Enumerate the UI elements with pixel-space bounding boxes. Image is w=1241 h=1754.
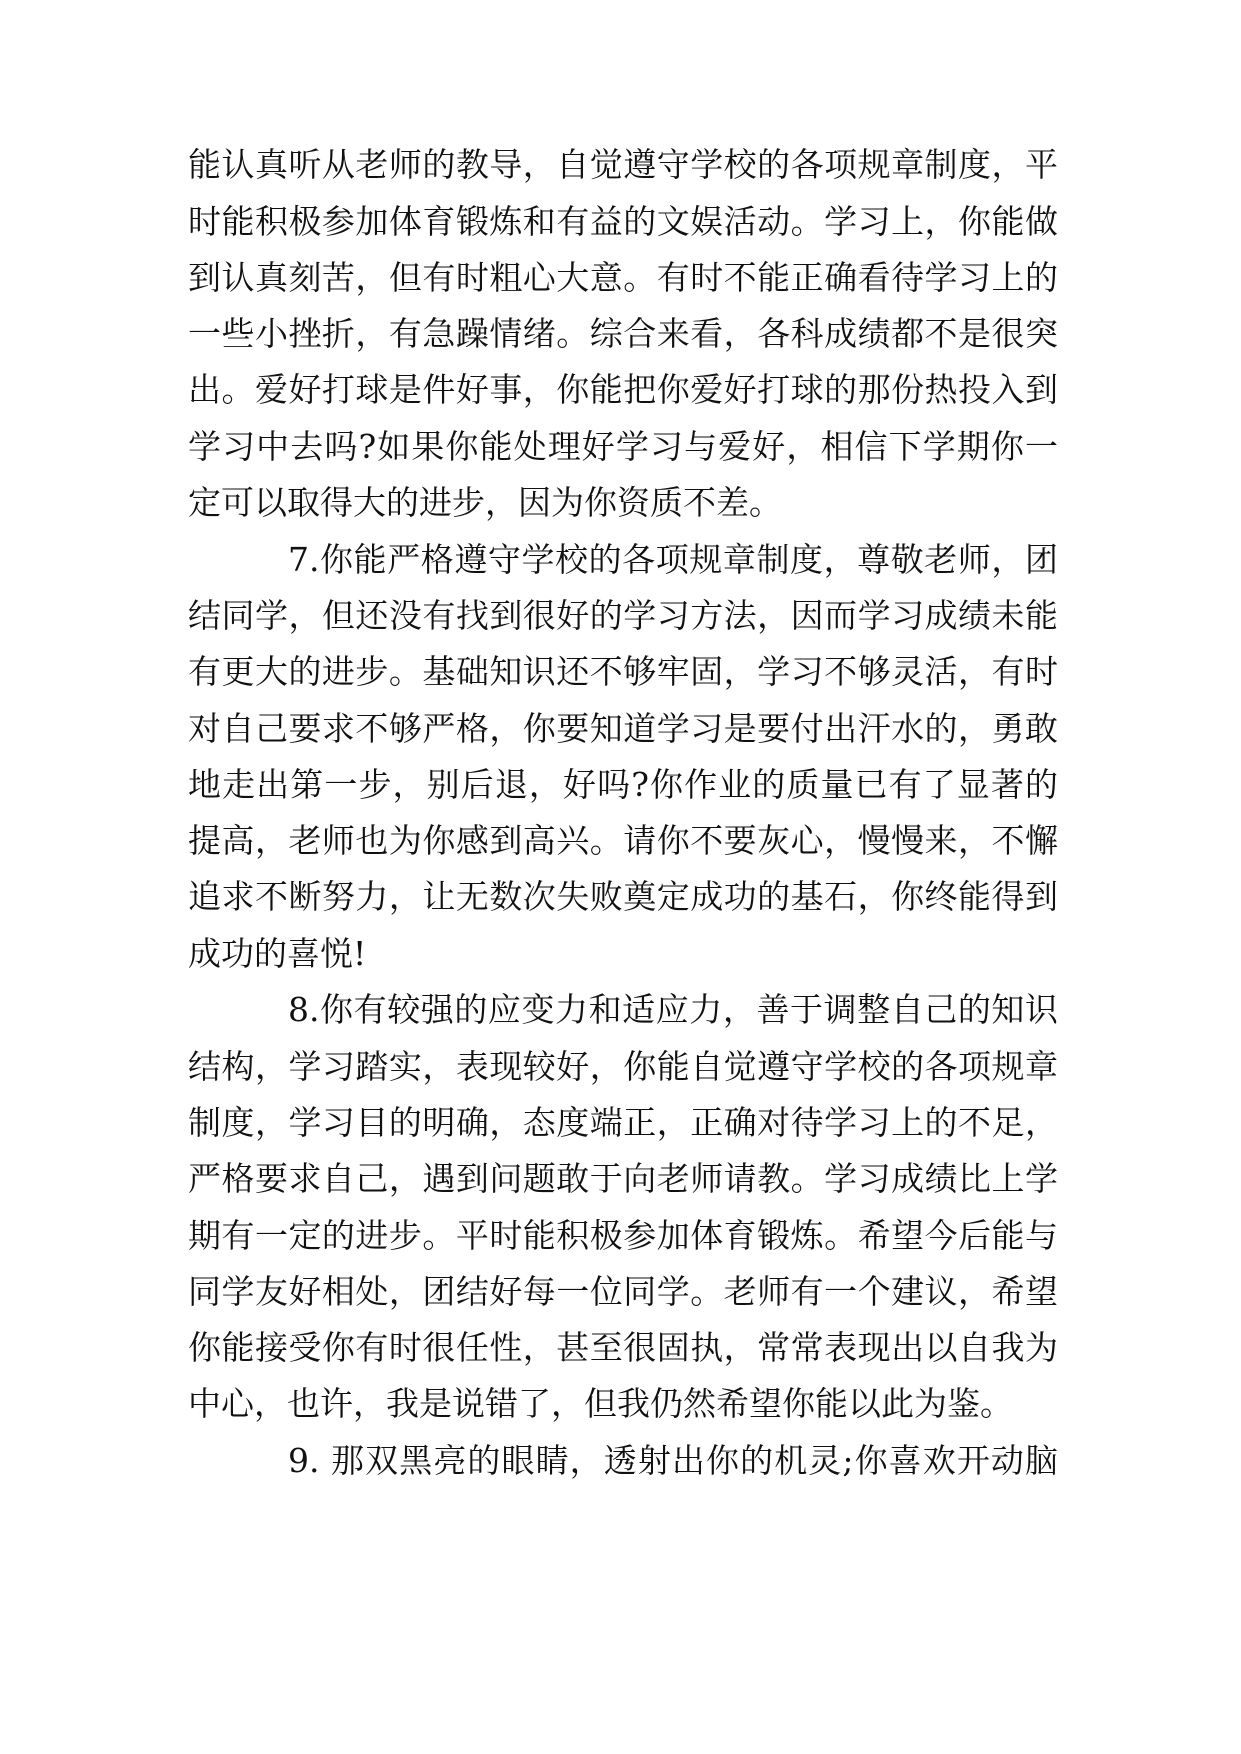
text-line: 结同学，但还没有找到很好的学习方法，因而学习成绩未能 <box>188 596 1058 635</box>
text-line: 追求不断努力，让无数次失败奠定成功的基石，你终能得到 <box>188 877 1058 916</box>
text-line: 8.你有较强的应变力和适应力，善于调整自己的知识 <box>288 990 1058 1029</box>
text-line: 有更大的进步。基础知识还不够牢固，学习不够灵活，有时 <box>188 652 1058 691</box>
text-line: 期有一定的进步。平时能积极参加体育锻炼。希望今后能与 <box>188 1216 1058 1255</box>
text-line: 提高，老师也为你感到高兴。请你不要灰心，慢慢来，不懈 <box>188 821 1058 860</box>
text-line: 出。爱好打球是件好事，你能把你爱好打球的那份热投入到 <box>188 370 1058 409</box>
text-line: 严格要求自己，遇到问题敢于向老师请教。学习成绩比上学 <box>188 1159 1058 1198</box>
text-line: 结构，学习踏实，表现较好，你能自觉遵守学校的各项规章 <box>188 1047 1058 1086</box>
text-line: 7.你能严格遵守学校的各项规章制度，尊敬老师，团 <box>288 540 1058 579</box>
text-line: 你能接受你有时很任性，甚至很固执，常常表现出以自我为 <box>188 1328 1058 1367</box>
text-line: 能认真听从老师的教导，自觉遵守学校的各项规章制度，平 <box>188 145 1058 184</box>
text-line: 一些小挫折，有急躁情绪。综合来看，各科成绩都不是很突 <box>188 314 1058 353</box>
text-line: 9. 那双黑亮的眼睛，透射出你的机灵;你喜欢开动脑 <box>288 1441 1058 1480</box>
text-line: 同学友好相处，团结好每一位同学。老师有一个建议，希望 <box>188 1272 1058 1311</box>
text-line: 成功的喜悦! <box>188 934 367 973</box>
text-line: 地走出第一步，别后退，好吗?你作业的质量已有了显著的 <box>188 765 1058 804</box>
text-line: 到认真刻苦，但有时粗心大意。有时不能正确看待学习上的 <box>188 258 1058 297</box>
text-line: 制度，学习目的明确，态度端正，正确对待学习上的不足， <box>188 1103 1058 1142</box>
text-line: 中心，也许，我是说错了，但我仍然希望你能以此为鉴。 <box>188 1384 1013 1423</box>
text-line: 定可以取得大的进步，因为你资质不差。 <box>188 483 782 522</box>
text-line: 学习中去吗?如果你能处理好学习与爱好，相信下学期你一 <box>188 427 1058 466</box>
text-line: 时能积极参加体育锻炼和有益的文娱活动。学习上，你能做 <box>188 202 1058 241</box>
text-line: 对自己要求不够严格，你要知道学习是要付出汗水的，勇敢 <box>188 709 1058 748</box>
